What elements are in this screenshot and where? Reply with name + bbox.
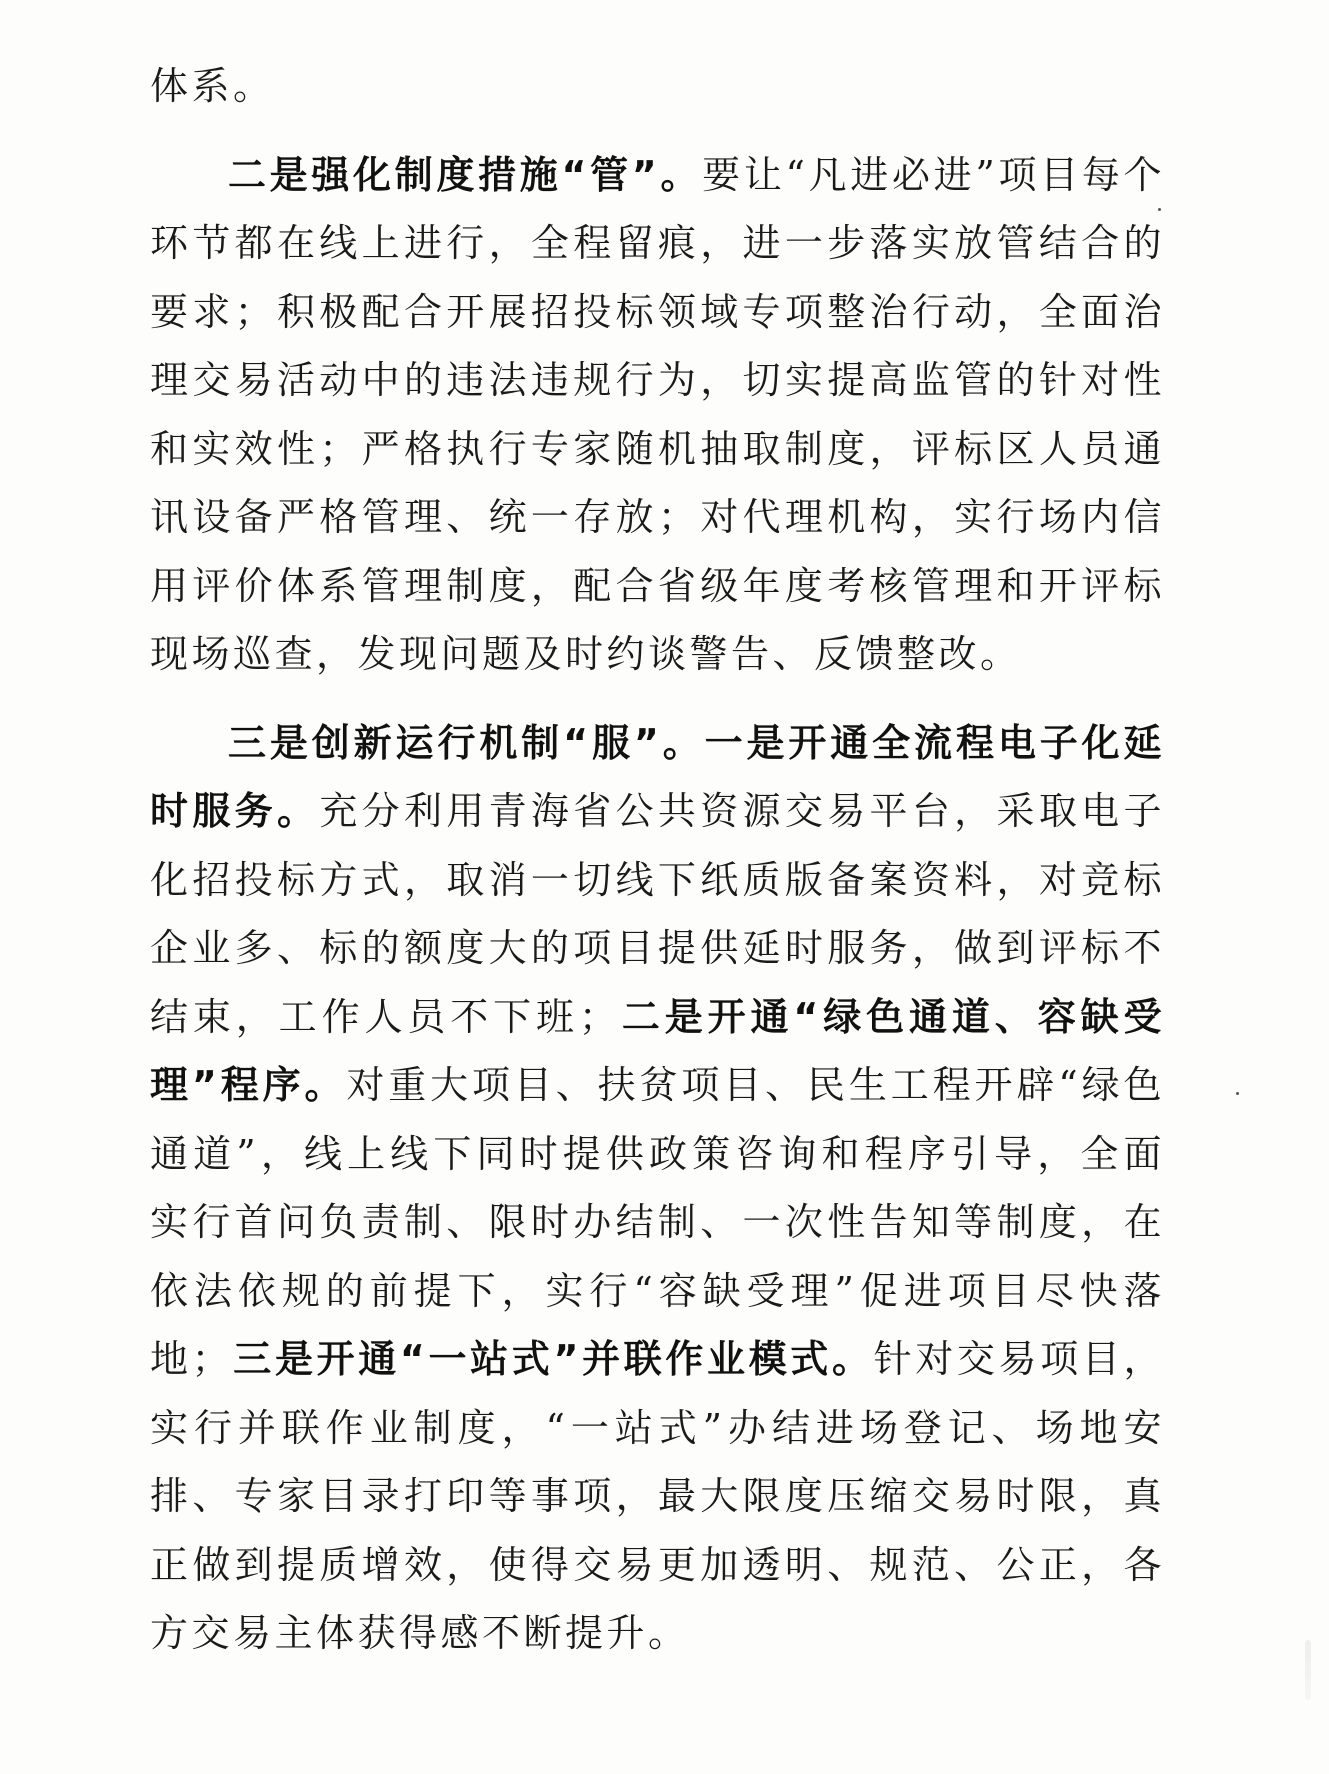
- scan-edge-mark: [1305, 1640, 1311, 1700]
- paragraph-continuation: [150, 52, 1165, 121]
- paragraph-heading: 二是强化制度措施“管”。: [228, 152, 703, 197]
- text-segment: 充分利用青海省公共资源交易平台，采取电子化招投标方式，取消一切线下纸质版备案资料，对竞标企业多、标的额度大的项目提供延时服务，做到评标不结束，工作人员不下班；: [150, 789, 1165, 1039]
- text-segment: 体系。: [150, 64, 275, 108]
- paragraph-system-management: [150, 141, 1165, 689]
- text-segment: 要让“凡进必进”项目每个环节都在线上进行，全程留痕，进一步落实放管结合的要求；积极配合开展招投标领域专项整治行动，全面治理交易活动中的违法违规行为，切实提高监管的针对性和实效性；严格执行专家随机抽取制度，评标区人员通讯设备严格管理、统一存放；对代理机构，实行场内信用评价体系管理制度，配合省级年度考核管理和开评标现场巡查，发现问题及时约谈警告、反馈整改。: [150, 152, 1165, 676]
- document-body: [150, 52, 1165, 1668]
- paragraph-subheading: 二是开通“绿色通道、容缺受理”程序。: [150, 994, 1165, 1107]
- paragraph-service-mechanism: [150, 709, 1165, 1668]
- paragraph-subheading: 三是开通“一站式”并联作业模式。: [233, 1337, 874, 1381]
- scan-speck: [1236, 1092, 1239, 1095]
- scan-speck: [1158, 208, 1161, 211]
- text-segment: 对重大项目、扶贫项目、民生工程开辟“绿色通道”，线上线下同时提供政策咨询和程序引导，全面实行首问负责制、限时办结制、一次性告知等制度，在依法依规的前提下，实行“容缺受理”促进项目尽快落地；: [150, 1063, 1165, 1381]
- text-segment: 针对交易项目，实行并联作业制度，“一站式”办结进场登记、场地安排、专家目录打印等事项，最大限度压缩交易时限，真正做到提质增效，使得交易更加透明、规范、公正，各方交易主体获得感不断提升。: [150, 1337, 1165, 1655]
- paragraph-heading: 三是创新运行机制“服”。一是开通全流程电子化延时服务。: [150, 720, 1165, 833]
